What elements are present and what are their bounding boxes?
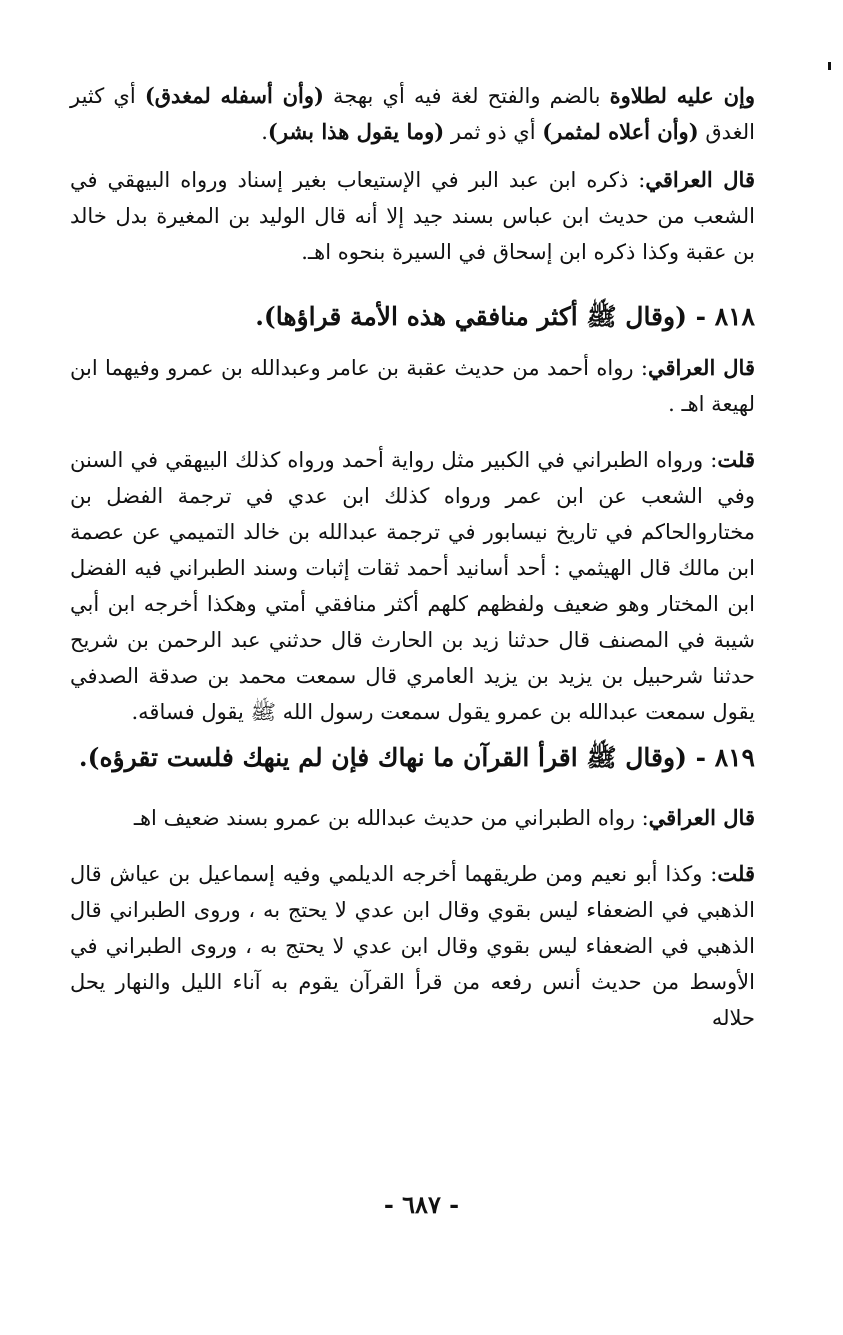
quoted-phrase: (وأن أسفله لمغدق) — [144, 83, 324, 108]
speaker-label: قال العراقي — [645, 167, 755, 192]
commentary-text: . — [261, 120, 268, 144]
page-body — [70, 78, 755, 1036]
speaker-label: قال العراقي — [647, 355, 755, 380]
paragraph-iraqi-1 — [70, 162, 755, 270]
commentary-text: أي ذو ثمر — [444, 120, 543, 144]
paragraph-text: : رواه أحمد من حديث عقبة بن عامر وعبدالله بن عمرو وفيهما ابن لهيعة اهـ . — [70, 356, 755, 416]
paragraph-text: : ذكره ابن عبد البر في الإستيعاب بغير إسناد ورواه البيهقي في الشعب من حديث ابن عباس بسند جيد إلا أنه قال الوليد بن المغيرة بدل خالد بن عقبة وكذا ذكره ابن إسحاق في السيرة بنحوه اهـ. — [70, 168, 755, 264]
paragraph-text: : وكذا أبو نعيم ومن طريقهما أخرجه الديلمي وفيه إسماعيل بن عياش قال الذهبي في الضعفاء ليس بقوي وقال ابن عدي لا يحتج به ، وروى الطبراني قال الذهبي في الضعفاء ليس بقوي وقال ابن عدي لا يحتج به ، وروى الطبراني في الأوسط من حديث أنس رفعه من قرأ القرآن يقوم به آناء الليل والنهار يحل حلاله — [70, 862, 755, 1030]
margin-mark — [828, 62, 831, 70]
quoted-phrase: (وأن أعلاه لمثمر) — [542, 119, 699, 144]
hadith-heading-819: ٨١٩ - (وقال ﷺ اقرأ القرآن ما نهاك فإن لم ينهك فلست تقرؤه). — [78, 743, 755, 772]
hadith-heading-818: ٨١٨ - (وقال ﷺ أكثر منافقي هذه الأمة قراؤها). — [255, 302, 755, 331]
page-number: - ٦٨٧ - — [383, 1190, 460, 1219]
paragraph-1 — [70, 78, 755, 150]
paragraph-iraqi-3 — [70, 800, 755, 836]
commentary-text: أي كثير الغدق — [70, 84, 755, 144]
paragraph-text: : رواه الطبراني من حديث عبدالله بن عمرو بسند ضعيف اهـ — [133, 806, 649, 830]
paragraph-text: : ورواه الطبراني في الكبير مثل رواية أحمد ورواه كذلك البيهقي في السنن وفي الشعب عن ابن عمر ورواه كذلك ابن عدي في ترجمة الفضل بن مختاروالحاكم في تاريخ نيسابور في ترجمة عبدالله بن خالد التميمي عن عصمة ابن مالك قال الهيثمي : أحد أسانيد أحمد ثقات إثبات وسند الطبراني فيه الفضل ابن المختار وهو ضعيف ولفظهم كلهم أكثر منافقي أمتي وهكذا أخرجه ابن أبي شيبة في المصنف قال حدثنا زيد بن الحارث قال حدثني عبد الرحمن بن شريح حدثنا شرحبيل بن يزيد بن يزيد العامري قال سمعت محمد بن صدقة الصدفي يقول سمعت عبدالله بن عمرو يقول سمعت رسول الله ﷺ يقول فساقه. — [70, 448, 755, 724]
paragraph-qultu-1 — [70, 442, 755, 730]
commentary-text: بالضم والفتح لغة فيه أي بهجة — [323, 84, 610, 108]
speaker-label: قلت — [717, 861, 755, 886]
quoted-phrase: وإن عليه لطلاوة — [609, 83, 755, 108]
quoted-phrase: (وما يقول هذا بشر) — [267, 119, 445, 144]
speaker-label: قلت — [717, 447, 755, 472]
paragraph-iraqi-2 — [70, 350, 755, 422]
paragraph-qultu-2 — [70, 856, 755, 1036]
speaker-label: قال العراقي — [648, 805, 755, 830]
